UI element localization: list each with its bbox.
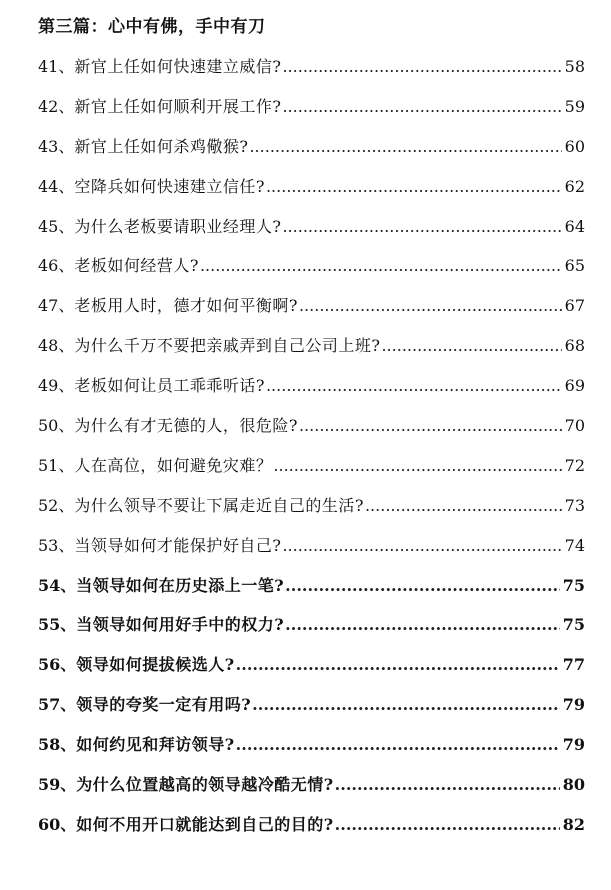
toc-entry[interactable] <box>38 253 585 293</box>
entry-page-number: 65 <box>564 256 585 276</box>
entry-number: 57、 <box>38 695 77 715</box>
entry-page-number: 70 <box>564 416 585 436</box>
dot-leader <box>282 217 561 236</box>
entry-number: 44、 <box>38 176 75 196</box>
entry-number: 46、 <box>38 256 75 276</box>
table-of-contents <box>38 54 585 852</box>
entry-title: 当领导如何在历史添上一笔? <box>76 575 285 595</box>
dot-leader <box>266 376 562 395</box>
entry-number: 53、 <box>38 535 75 555</box>
entry-page-number: 59 <box>564 96 585 116</box>
entry-number: 41、 <box>38 57 75 76</box>
dot-leader <box>236 655 560 674</box>
toc-entry[interactable] <box>38 293 585 333</box>
dot-leader <box>285 615 560 634</box>
entry-title: 老板用人时，德才如何平衡啊? <box>74 296 298 316</box>
entry-title: 当领导如何才能保护好自己? <box>74 535 282 555</box>
entry-title: 新官上任如何顺利开展工作? <box>74 96 282 116</box>
entry-page-number: 75 <box>562 575 585 595</box>
entry-page-number: 67 <box>564 296 585 316</box>
entry-page-number: 62 <box>564 176 585 196</box>
toc-entry[interactable] <box>38 573 585 613</box>
entry-number: 45、 <box>38 216 75 236</box>
entry-title: 如何不用开口就能达到自己的目的? <box>76 814 334 834</box>
dot-leader <box>282 536 561 555</box>
dot-leader <box>266 177 562 196</box>
toc-entry[interactable] <box>38 94 585 134</box>
entry-number: 55、 <box>38 615 77 635</box>
entry-page-number: 79 <box>562 695 585 715</box>
entry-title: 为什么老板要请职业经理人? <box>74 216 282 236</box>
entry-title: 领导的夸奖一定有用吗? <box>76 695 252 715</box>
section-title: 第三篇：心中有佛，手中有刀 <box>38 17 266 37</box>
entry-page-number: 79 <box>562 735 585 755</box>
entry-title: 为什么有才无德的人，很危险? <box>74 416 298 436</box>
entry-page-number: 74 <box>564 535 585 555</box>
entry-title: 如何约见和拜访领导? <box>76 735 235 755</box>
toc-entry[interactable] <box>38 134 585 174</box>
entry-page-number: 64 <box>564 216 585 236</box>
entry-title: 当领导如何用好手中的权力? <box>76 615 285 635</box>
entry-title: 新官上任如何快速建立威信? <box>74 57 282 76</box>
entry-title: 领导如何提拔候选人? <box>76 655 235 675</box>
entry-page-number: 80 <box>562 775 585 795</box>
entry-page-number: 73 <box>564 495 585 515</box>
dot-leader <box>282 97 561 116</box>
entry-title: 为什么千万不要把亲戚弄到自己公司上班? <box>74 336 381 356</box>
toc-entry[interactable] <box>38 732 585 772</box>
entry-number: 58、 <box>38 735 77 755</box>
entry-title: 人在高位，如何避免灾难？ <box>74 455 273 475</box>
dot-leader <box>299 416 562 435</box>
entry-number: 54、 <box>38 575 77 595</box>
toc-entry[interactable] <box>38 54 585 94</box>
entry-number: 52、 <box>38 495 75 515</box>
dot-leader <box>335 775 560 794</box>
toc-entry[interactable] <box>38 453 585 493</box>
toc-entry[interactable] <box>38 214 585 254</box>
entry-number: 48、 <box>38 336 75 356</box>
dot-leader <box>381 336 561 355</box>
entry-number: 42、 <box>38 96 75 116</box>
toc-entry[interactable] <box>38 692 585 732</box>
entry-title: 空降兵如何快速建立信任? <box>74 176 265 196</box>
dot-leader <box>285 576 560 595</box>
entry-number: 60、 <box>38 814 77 834</box>
entry-page-number: 60 <box>564 136 585 156</box>
entry-title: 为什么领导不要让下属走近自己的生活? <box>74 495 364 515</box>
toc-entry[interactable] <box>38 413 585 453</box>
dot-leader <box>252 695 560 714</box>
toc-entry[interactable] <box>38 812 585 852</box>
entry-title: 老板如何经营人? <box>74 256 199 276</box>
dot-leader <box>249 137 561 156</box>
entry-number: 59、 <box>38 775 77 795</box>
toc-entry[interactable] <box>38 772 585 812</box>
entry-title: 老板如何让员工乖乖听话? <box>74 376 265 396</box>
toc-entry[interactable] <box>38 533 585 573</box>
toc-entry[interactable] <box>38 174 585 214</box>
entry-number: 47、 <box>38 296 75 316</box>
entry-page-number: 77 <box>562 655 585 675</box>
toc-entry[interactable] <box>38 333 585 373</box>
entry-page-number: 58 <box>564 57 585 76</box>
dot-leader <box>273 456 561 475</box>
entry-number: 51、 <box>38 455 75 475</box>
entry-page-number: 68 <box>564 336 585 356</box>
dot-leader <box>200 256 562 275</box>
toc-entry[interactable] <box>38 652 585 692</box>
dot-leader <box>236 735 560 754</box>
entry-page-number: 69 <box>564 376 585 396</box>
toc-entry[interactable] <box>38 612 585 652</box>
entry-number: 56、 <box>38 655 77 675</box>
entry-page-number: 72 <box>564 455 585 475</box>
dot-leader <box>282 57 561 76</box>
toc-entry[interactable] <box>38 373 585 413</box>
entry-title: 新官上任如何杀鸡儆猴? <box>74 136 249 156</box>
dot-leader <box>335 815 560 834</box>
dot-leader <box>365 496 562 515</box>
entry-page-number: 75 <box>562 615 585 635</box>
toc-entry[interactable] <box>38 493 585 533</box>
entry-number: 43、 <box>38 136 75 156</box>
entry-number: 49、 <box>38 376 75 396</box>
entry-number: 50、 <box>38 416 75 436</box>
entry-title: 为什么位置越高的领导越冷酷无情? <box>76 775 334 795</box>
dot-leader <box>299 296 562 315</box>
entry-page-number: 82 <box>562 814 585 834</box>
